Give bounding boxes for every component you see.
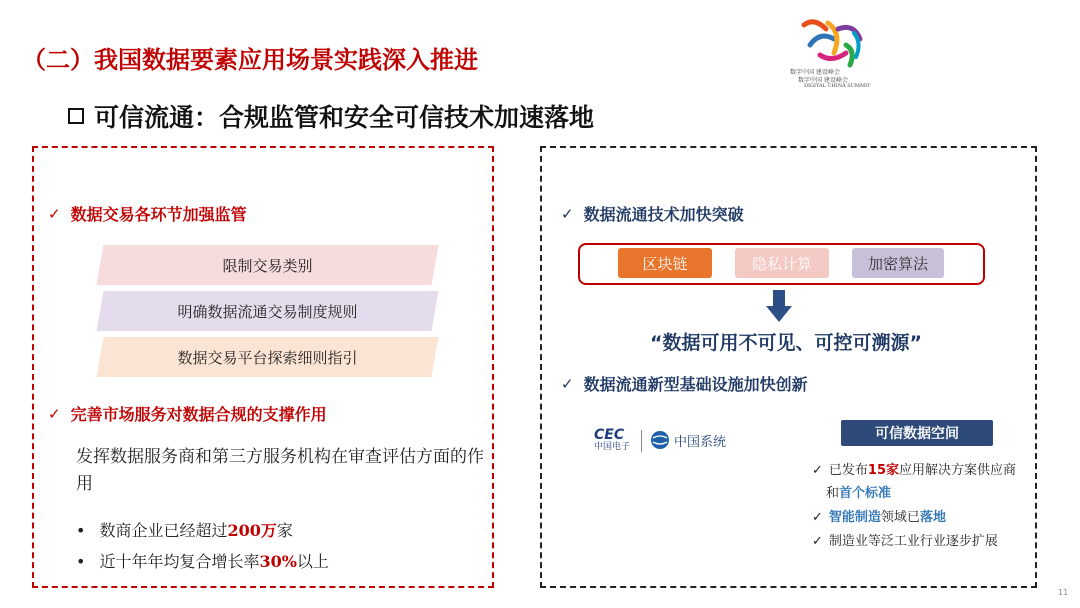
section-heading-text: 完善市场服务对数据合规的支撑作用 [70, 405, 327, 424]
section-heading-supervision [48, 202, 247, 225]
down-arrow-icon [766, 290, 792, 324]
section-heading-text: 数据交易各环节加强监管 [70, 205, 247, 224]
point-number: 15家 [867, 463, 900, 478]
bullet-text: 数商企业已经超过 [99, 521, 228, 540]
cec-logo [594, 428, 634, 453]
point-text: 领域已 [880, 510, 920, 525]
tech-chip-privacy-computing: 隐私计算 [735, 248, 829, 278]
checkmark-icon: ✓ [812, 463, 823, 478]
bullet-icon: • [76, 552, 86, 571]
measure-item-text: 限制交易类别 [222, 256, 313, 275]
measure-item-text: 明确数据流通交易制度规则 [177, 302, 358, 321]
cec-logo-subtext: 中国电子 [594, 442, 631, 452]
measure-item-text: 数据交易平台探索细则指引 [177, 348, 358, 367]
tech-quote: “数据可用不可见、可控可溯源” [650, 332, 922, 354]
checkmark-icon: ✓ [812, 534, 823, 549]
summit-logo [790, 15, 882, 93]
checkmark-icon: ✓ [561, 374, 574, 393]
checkmark-icon: ✓ [561, 204, 574, 223]
logo-line-2: 数字中国 建设峰会 [798, 77, 848, 84]
summit-logo-graphic [790, 15, 882, 75]
logo-line-1: 数字中国 建设峰会 [790, 69, 840, 76]
space-point-1 [812, 459, 1016, 478]
tech-chip-encryption: 加密算法 [852, 248, 944, 278]
point-emphasis: 落地 [919, 510, 946, 525]
bullet-text: 家 [276, 521, 293, 540]
bullet-text: 近十年年均复合增长率 [99, 552, 260, 571]
bullet-icon: • [76, 521, 86, 540]
section-heading-text: 数据流通技术加快突破 [583, 205, 744, 224]
section-heading-text: 数据流通新型基础设施加快创新 [583, 375, 808, 394]
section-heading-infrastructure [561, 372, 808, 395]
logo-divider [641, 430, 642, 452]
measure-item [100, 291, 435, 331]
subtitle-text: 可信流通：合规监管和安全可信技术加速落地 [94, 103, 595, 132]
point-text: 制造业等泛工业行业逐步扩展 [828, 534, 998, 549]
point-text: 应用解决方案供应商 [899, 463, 1017, 478]
logo-line-3: DIGITAL CHINA SUMMIT [804, 83, 871, 89]
bullet-item-growth [76, 549, 329, 572]
checkmark-icon: ✓ [48, 404, 61, 423]
space-point-3 [812, 530, 998, 549]
china-system-text: 中国系统 [674, 434, 727, 450]
square-bullet-icon [68, 108, 84, 124]
point-emphasis: 智能制造 [828, 510, 881, 525]
section-heading-market-services [48, 402, 327, 425]
point-emphasis: 首个标准 [839, 486, 892, 501]
trusted-data-space-label: 可信数据空间 [841, 420, 993, 446]
bullet-number: 200 [227, 521, 261, 540]
page-number: 11 [1058, 588, 1069, 597]
measure-item [100, 337, 435, 377]
bullet-number: 30% [259, 552, 297, 571]
space-point-2 [812, 506, 946, 525]
bullet-unit: 万 [260, 521, 277, 540]
page-title: （二）我国数据要素应用场景实践深入推进 [22, 46, 478, 74]
china-system-logo [650, 430, 726, 450]
section-heading-tech [561, 202, 744, 225]
space-point-1b [826, 482, 891, 501]
bullet-text: 以上 [296, 552, 329, 571]
checkmark-icon: ✓ [812, 510, 823, 525]
cec-logo-text: CEC [594, 427, 625, 443]
checkmark-icon: ✓ [48, 204, 61, 223]
point-text: 已发布 [828, 463, 868, 478]
globe-icon [650, 430, 670, 450]
tech-chip-blockchain: 区块链 [618, 248, 712, 278]
market-services-paragraph: 发挥数据服务商和第三方服务机构在审查评估方面的作用 [76, 447, 484, 494]
bullet-item-merchants [76, 518, 293, 541]
page-subtitle [68, 98, 594, 134]
point-text: 和 [826, 486, 840, 501]
measure-item [100, 245, 435, 285]
